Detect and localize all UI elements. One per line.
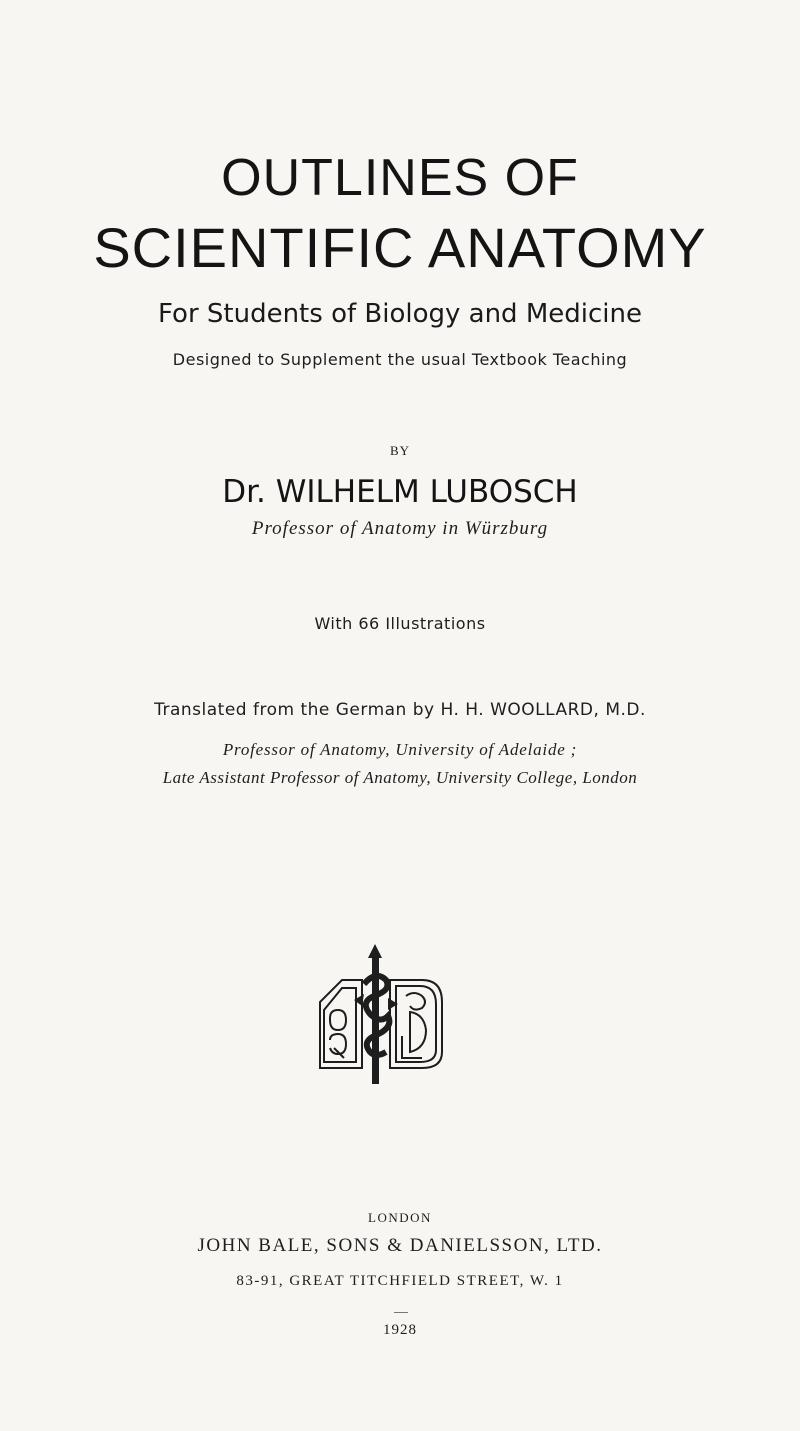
author-position: Professor of Anatomy in Würzburg (251, 518, 549, 539)
imprint-address: 83-91, GREAT TITCHFIELD STREET, W. 1 (236, 1273, 564, 1289)
translation-credit: Translated from the German by H. H. WOOLLARD, M.D. (154, 700, 646, 720)
translator-position-2: Late Assistant Professor of Anatomy, University College, London (162, 768, 638, 787)
translator-position-1: Professor of Anatomy, University of Adelaide ; (222, 740, 578, 759)
by-label: BY (389, 443, 411, 458)
title-line-2: SCIENTIFIC ANATOMY (93, 216, 707, 279)
imprint-publisher: JOHN BALE, SONS & DANIELSSON, LTD. (197, 1235, 603, 1256)
title-line-1: OUTLINES OF (221, 149, 579, 207)
imprint-place: LONDON (368, 1210, 432, 1225)
author-name: Dr. WILHELM LUBOSCH (222, 474, 578, 510)
designed-note: Designed to Supplement the usual Textbook Teaching (172, 350, 628, 369)
publisher-monogram-icon (310, 940, 450, 1085)
illustrations-note: With 66 Illustrations (314, 614, 486, 633)
subtitle: For Students of Biology and Medicine (158, 299, 642, 329)
divider (394, 1312, 408, 1313)
imprint-year: 1928 (383, 1322, 417, 1338)
